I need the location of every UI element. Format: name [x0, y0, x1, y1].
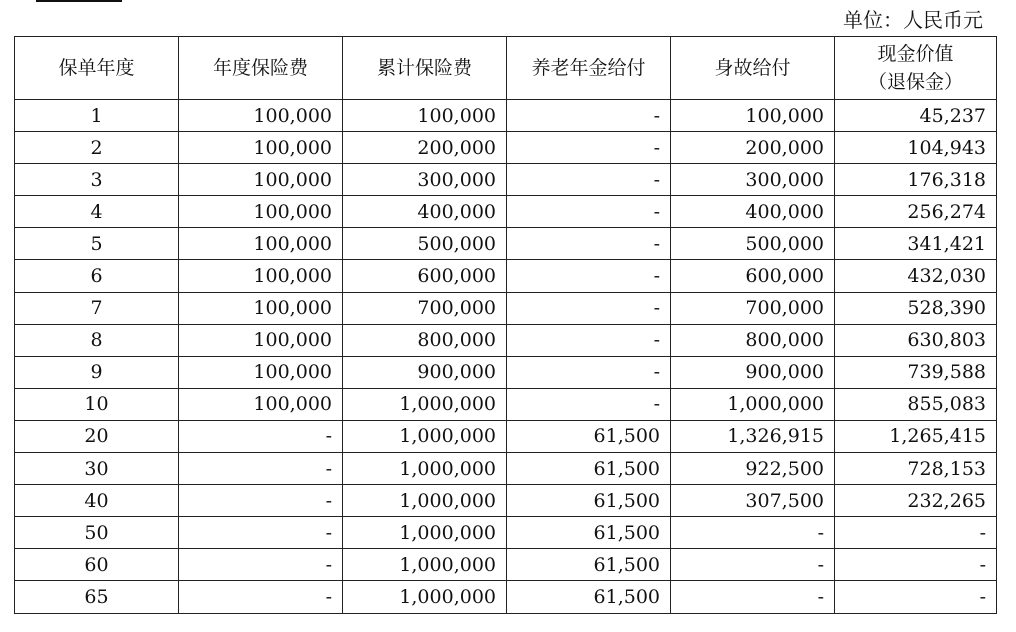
cell-cumulative-premium: 1,000,000	[343, 581, 507, 613]
table-row	[15, 581, 997, 613]
top-rule	[36, 0, 122, 2]
cell-annuity-payment: 61,500	[507, 549, 671, 581]
cell-policy-year: 9	[15, 356, 179, 388]
table-row	[15, 453, 997, 485]
header-line: 年度保险费	[212, 57, 308, 79]
cell-cash-value: 104,943	[835, 132, 997, 164]
cell-cash-value: 739,588	[835, 356, 997, 388]
cell-cumulative-premium: 1,000,000	[343, 549, 507, 581]
cell-policy-year: 6	[15, 260, 179, 292]
header-line: （退保金）	[867, 71, 963, 93]
cell-policy-year: 1	[15, 100, 179, 132]
table-row	[15, 100, 997, 132]
cell-cumulative-premium: 100,000	[343, 100, 507, 132]
table-row	[15, 260, 997, 292]
table-row	[15, 388, 997, 420]
cell-annual-premium: -	[179, 581, 343, 613]
cell-policy-year: 3	[15, 164, 179, 196]
unit-label: 单位：人民币元	[843, 8, 983, 32]
header-line: 身故给付	[714, 57, 791, 79]
header-annuity-payment	[507, 37, 671, 100]
table-row	[15, 549, 997, 581]
header-cash-value	[835, 37, 997, 100]
cell-cumulative-premium: 300,000	[343, 164, 507, 196]
cell-cumulative-premium: 1,000,000	[343, 420, 507, 452]
cell-annual-premium: 100,000	[179, 388, 343, 420]
header-line: 保单年度	[58, 57, 135, 79]
table-row	[15, 164, 997, 196]
cell-cumulative-premium: 600,000	[343, 260, 507, 292]
cell-policy-year: 30	[15, 453, 179, 485]
cell-cash-value: 1,265,415	[835, 420, 997, 452]
benefit-table	[14, 36, 997, 614]
cell-cumulative-premium: 1,000,000	[343, 517, 507, 549]
cell-cumulative-premium: 900,000	[343, 356, 507, 388]
cell-death-benefit: 600,000	[671, 260, 835, 292]
cell-annuity-payment: 61,500	[507, 420, 671, 452]
cell-annual-premium: -	[179, 549, 343, 581]
cell-policy-year: 4	[15, 196, 179, 228]
cell-annual-premium: -	[179, 420, 343, 452]
cell-annual-premium: 100,000	[179, 324, 343, 356]
cell-annual-premium: 100,000	[179, 100, 343, 132]
cell-death-benefit: 900,000	[671, 356, 835, 388]
cell-policy-year: 5	[15, 228, 179, 260]
cell-cash-value: -	[835, 581, 997, 613]
cell-policy-year: 60	[15, 549, 179, 581]
table-row	[15, 324, 997, 356]
cell-cumulative-premium: 1,000,000	[343, 388, 507, 420]
table-row	[15, 228, 997, 260]
header-policy-year	[15, 37, 179, 100]
cell-policy-year: 2	[15, 132, 179, 164]
cell-annual-premium: 100,000	[179, 356, 343, 388]
cell-cash-value: 528,390	[835, 292, 997, 324]
cell-cash-value: 176,318	[835, 164, 997, 196]
cell-annual-premium: -	[179, 453, 343, 485]
cell-death-benefit: -	[671, 517, 835, 549]
table-row	[15, 292, 997, 324]
cell-cash-value: 232,265	[835, 485, 997, 517]
cell-death-benefit: 307,500	[671, 485, 835, 517]
cell-policy-year: 40	[15, 485, 179, 517]
cell-cumulative-premium: 200,000	[343, 132, 507, 164]
cell-death-benefit: 100,000	[671, 100, 835, 132]
cell-annuity-payment: 61,500	[507, 517, 671, 549]
cell-annuity-payment: -	[507, 132, 671, 164]
cell-annual-premium: 100,000	[179, 164, 343, 196]
header-line: 累计保险费	[376, 57, 472, 79]
cell-cash-value: 432,030	[835, 260, 997, 292]
cell-annuity-payment: -	[507, 260, 671, 292]
cell-annuity-payment: -	[507, 324, 671, 356]
cell-annual-premium: 100,000	[179, 196, 343, 228]
cell-annual-premium: 100,000	[179, 292, 343, 324]
cell-annuity-payment: 61,500	[507, 581, 671, 613]
cell-cumulative-premium: 1,000,000	[343, 485, 507, 517]
cell-death-benefit: 922,500	[671, 453, 835, 485]
cell-cumulative-premium: 700,000	[343, 292, 507, 324]
table-row	[15, 356, 997, 388]
cell-annual-premium: 100,000	[179, 260, 343, 292]
cell-annuity-payment: 61,500	[507, 453, 671, 485]
cell-annual-premium: 100,000	[179, 132, 343, 164]
table-row	[15, 196, 997, 228]
cell-annual-premium: -	[179, 517, 343, 549]
cell-cash-value: -	[835, 517, 997, 549]
cell-policy-year: 50	[15, 517, 179, 549]
cell-cash-value: 256,274	[835, 196, 997, 228]
cell-policy-year: 8	[15, 324, 179, 356]
cell-annuity-payment: 61,500	[507, 485, 671, 517]
cell-death-benefit: 500,000	[671, 228, 835, 260]
cell-death-benefit: -	[671, 581, 835, 613]
cell-cash-value: 341,421	[835, 228, 997, 260]
header-annual-premium	[179, 37, 343, 100]
cell-death-benefit: 1,000,000	[671, 388, 835, 420]
cell-cash-value: 728,153	[835, 453, 997, 485]
cell-death-benefit: -	[671, 549, 835, 581]
cell-annuity-payment: -	[507, 100, 671, 132]
cell-annuity-payment: -	[507, 388, 671, 420]
cell-death-benefit: 300,000	[671, 164, 835, 196]
cell-death-benefit: 700,000	[671, 292, 835, 324]
cell-annuity-payment: -	[507, 228, 671, 260]
cell-cash-value: 45,237	[835, 100, 997, 132]
cell-cash-value: 630,803	[835, 324, 997, 356]
cell-cash-value: 855,083	[835, 388, 997, 420]
cell-annuity-payment: -	[507, 196, 671, 228]
cell-death-benefit: 400,000	[671, 196, 835, 228]
table-row	[15, 517, 997, 549]
header-line: 养老年金给付	[531, 57, 646, 79]
cell-policy-year: 20	[15, 420, 179, 452]
cell-annual-premium: -	[179, 485, 343, 517]
cell-annual-premium: 100,000	[179, 228, 343, 260]
cell-policy-year: 7	[15, 292, 179, 324]
table-row	[15, 485, 997, 517]
cell-annuity-payment: -	[507, 292, 671, 324]
cell-annuity-payment: -	[507, 164, 671, 196]
cell-cumulative-premium: 400,000	[343, 196, 507, 228]
header-row	[15, 37, 997, 100]
cell-cumulative-premium: 1,000,000	[343, 453, 507, 485]
cell-death-benefit: 200,000	[671, 132, 835, 164]
cell-cumulative-premium: 800,000	[343, 324, 507, 356]
cell-death-benefit: 800,000	[671, 324, 835, 356]
header-death-benefit	[671, 37, 835, 100]
cell-death-benefit: 1,326,915	[671, 420, 835, 452]
cell-policy-year: 65	[15, 581, 179, 613]
cell-cumulative-premium: 500,000	[343, 228, 507, 260]
cell-annuity-payment: -	[507, 356, 671, 388]
cell-cash-value: -	[835, 549, 997, 581]
header-line: 现金价值	[877, 43, 954, 65]
cell-policy-year: 10	[15, 388, 179, 420]
header-cumulative-premium	[343, 37, 507, 100]
table-row	[15, 420, 997, 452]
table-row	[15, 132, 997, 164]
